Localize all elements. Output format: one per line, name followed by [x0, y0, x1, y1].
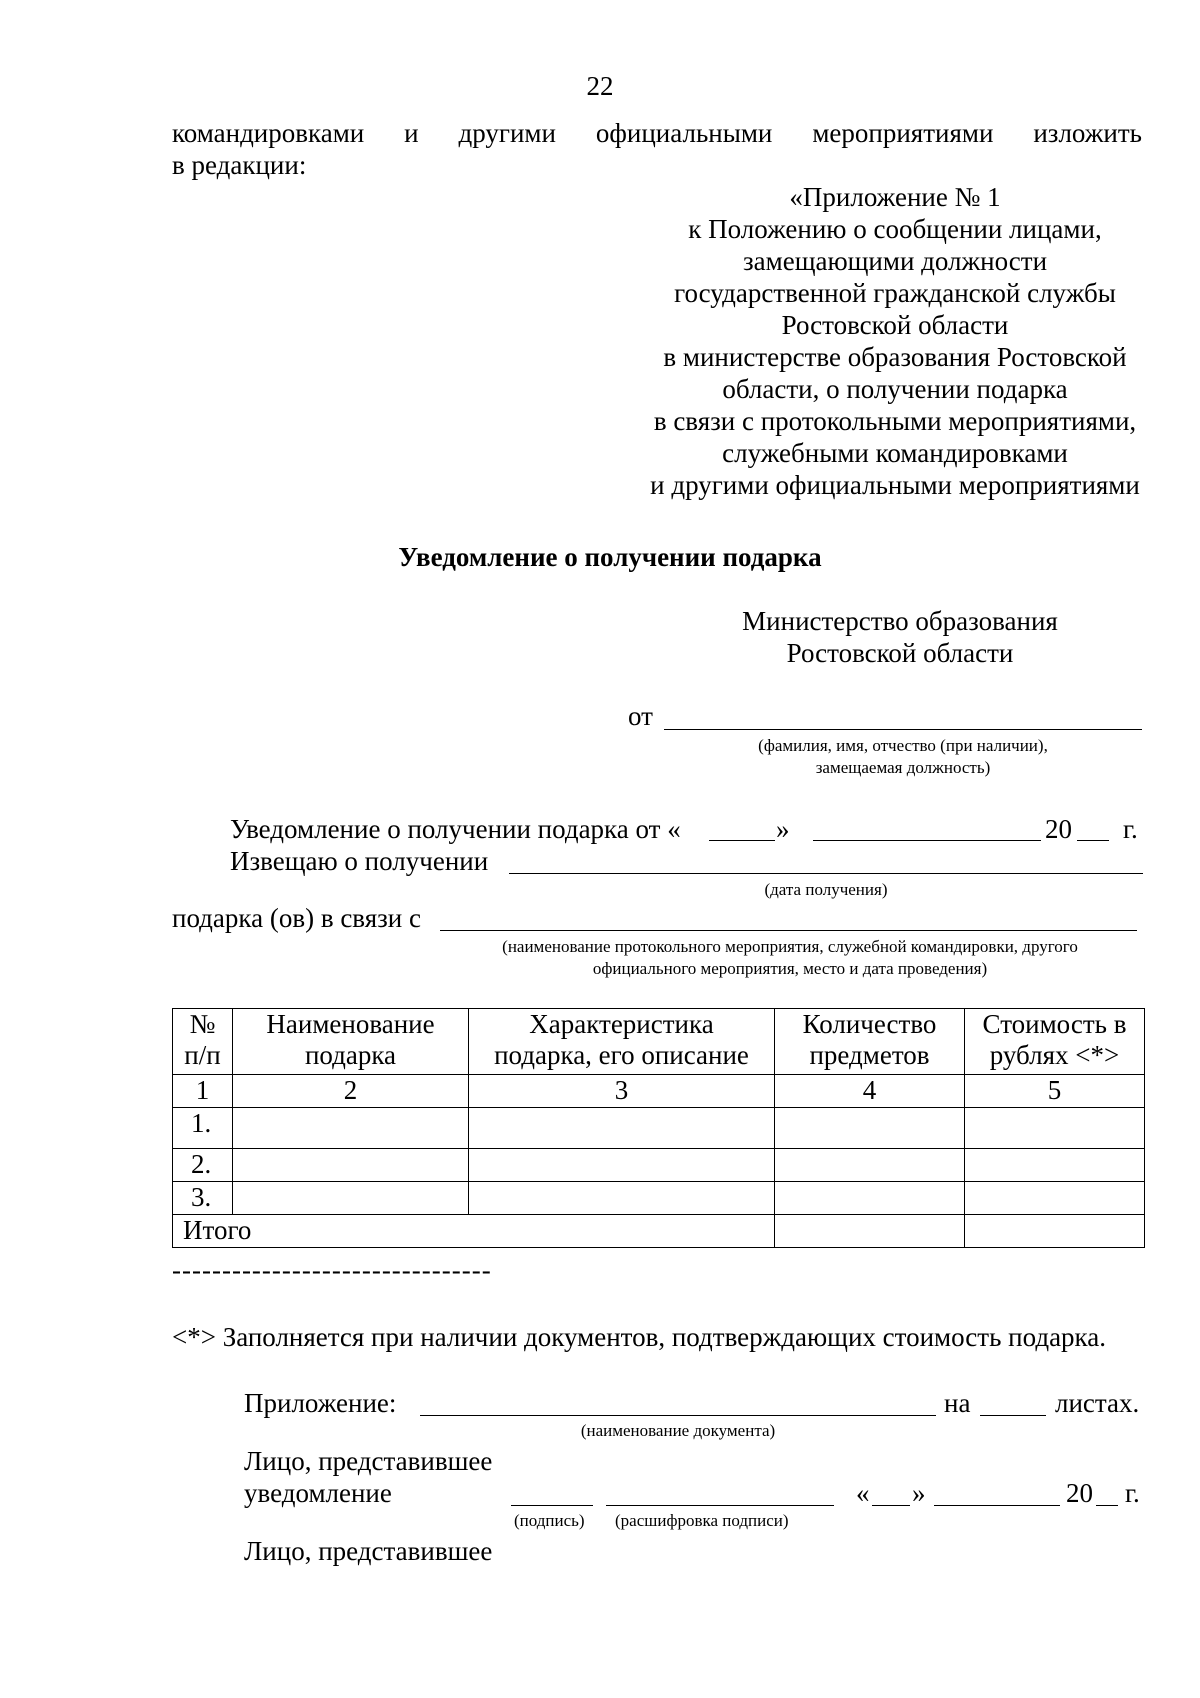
footnote-separator: -------------------------------- — [172, 1255, 492, 1285]
appendix-line: государственной гражданской службы — [674, 278, 1116, 308]
sheets-count-field[interactable] — [980, 1415, 1046, 1416]
receipt-date-hint: (дата получения) — [764, 880, 888, 899]
header-line: п/п — [184, 1040, 221, 1070]
header-line: Характеристика — [529, 1009, 714, 1039]
signer-day-field[interactable] — [872, 1505, 910, 1506]
table-cell[interactable] — [965, 1108, 1145, 1149]
table-row — [173, 1108, 1145, 1149]
from-hint — [664, 735, 1142, 779]
table-cell[interactable] — [233, 1182, 469, 1215]
signer-year-prefix: 20 — [1066, 1478, 1093, 1508]
signer-close-quote: » — [912, 1478, 926, 1508]
colnum-cell: 2 — [233, 1075, 469, 1108]
intro-word: изложить — [1033, 118, 1142, 148]
from-label: от — [628, 701, 653, 731]
appendix-heading — [620, 181, 1170, 501]
table-colnum-row — [173, 1075, 1145, 1108]
addressee — [700, 605, 1100, 669]
header-line: подарка — [304, 1040, 397, 1070]
appendix-line: в связи с протокольными мероприятиями, — [653, 406, 1137, 436]
occasion-hint — [430, 936, 1150, 980]
intro-word: другими — [458, 118, 556, 148]
signature-decode-hint: (расшифровка подписи) — [615, 1511, 789, 1530]
attachment-field[interactable] — [420, 1415, 936, 1416]
header-line: предметов — [809, 1040, 930, 1070]
notice-year-field[interactable] — [1077, 840, 1109, 841]
intro-word: мероприятиями — [812, 118, 994, 148]
gift-table — [172, 1008, 1145, 1248]
table-cell[interactable] — [775, 1215, 965, 1248]
notice-receipt-label: Извещаю о получении — [230, 846, 489, 876]
colnum-cell: 1 — [173, 1075, 233, 1108]
notice-prefix: Уведомление о получении подарка от « — [230, 814, 681, 844]
notice-close-quote: » — [776, 814, 790, 844]
appendix-line: замещающими должности — [742, 246, 1048, 276]
header-line: № — [189, 1009, 216, 1039]
header-gift-description — [469, 1009, 775, 1075]
table-header-row — [173, 1009, 1145, 1075]
intro-word: и — [404, 118, 419, 148]
signature-decode-field[interactable] — [606, 1505, 834, 1506]
signer-year-field[interactable] — [1096, 1505, 1118, 1506]
signature-hint: (подпись) — [514, 1511, 585, 1530]
header-quantity — [775, 1009, 965, 1075]
row-number: 1. — [173, 1108, 233, 1149]
header-line: подарка, его описание — [494, 1040, 749, 1070]
attachment-on: на — [944, 1388, 971, 1418]
from-hint-line: (фамилия, имя, отчество (при наличии), — [758, 736, 1048, 755]
header-line: рублях <*> — [989, 1040, 1120, 1070]
header-number — [173, 1009, 233, 1075]
table-cell[interactable] — [469, 1108, 775, 1149]
from-hint-line: замещаемая должность) — [815, 758, 991, 777]
notice-year-prefix: 20 — [1045, 814, 1072, 844]
receipt-date-field[interactable] — [509, 873, 1143, 874]
colnum-cell: 4 — [775, 1075, 965, 1108]
table-total-row — [173, 1215, 1145, 1248]
signer-year-suffix: г. — [1125, 1478, 1140, 1508]
page-number: 22 — [586, 71, 614, 101]
appendix-line: «Приложение № 1 — [789, 182, 1001, 212]
table-cell[interactable] — [233, 1149, 469, 1182]
colnum-cell: 5 — [965, 1075, 1145, 1108]
signer-month-field[interactable] — [934, 1505, 1060, 1506]
header-line: Количество — [802, 1009, 937, 1039]
notice-occasion-label: подарка (ов) в связи с — [172, 903, 421, 933]
notice-month-field[interactable] — [813, 840, 1041, 841]
intro-line-1 — [172, 117, 1142, 149]
addressee-line: Ростовской области — [786, 638, 1014, 668]
header-line: Стоимость в — [982, 1009, 1127, 1039]
attachment-hint: (наименование документа) — [580, 1421, 776, 1440]
intro-word: командировками — [172, 118, 365, 148]
table-cell[interactable] — [965, 1149, 1145, 1182]
notice-day-field[interactable] — [709, 840, 775, 841]
header-gift-name — [233, 1009, 469, 1075]
header-line: Наименование — [266, 1009, 435, 1039]
signer-line-2: уведомление — [244, 1478, 392, 1508]
table-cell[interactable] — [469, 1182, 775, 1215]
attachment-label: Приложение: — [244, 1388, 397, 1418]
appendix-line: Ростовской области — [781, 310, 1009, 340]
table-cell[interactable] — [233, 1108, 469, 1149]
table-cell[interactable] — [965, 1182, 1145, 1215]
row-number: 2. — [173, 1149, 233, 1182]
document-title: Уведомление о получении подарка — [398, 542, 822, 572]
occasion-hint-line: официального мероприятия, место и дата проведения) — [592, 959, 988, 978]
occasion-field[interactable] — [440, 930, 1137, 931]
second-signer-line-1: Лицо, представившее — [244, 1536, 493, 1566]
table-row — [173, 1149, 1145, 1182]
signer-open-quote: « — [856, 1478, 870, 1508]
header-cost — [965, 1009, 1145, 1075]
appendix-line: к Положению о сообщении лицами, — [688, 214, 1102, 244]
table-cell[interactable] — [775, 1149, 965, 1182]
attachment-sheets: листах. — [1055, 1388, 1140, 1418]
row-number: 3. — [173, 1182, 233, 1215]
appendix-line: в министерстве образования Ростовской — [663, 342, 1127, 372]
total-label: Итого — [173, 1215, 775, 1248]
colnum-cell: 3 — [469, 1075, 775, 1108]
appendix-line: области, о получении подарка — [722, 374, 1068, 404]
signer-line-1: Лицо, представившее — [244, 1446, 493, 1476]
table-cell[interactable] — [965, 1215, 1145, 1248]
footnote: <*> Заполняется при наличии документов, подтверждающих стоимость подарка. — [172, 1322, 1106, 1352]
intro-word: официальными — [595, 118, 773, 148]
appendix-line: служебными командировками — [722, 438, 1068, 468]
table-cell[interactable] — [775, 1182, 965, 1215]
table-row — [173, 1182, 1145, 1215]
table-cell[interactable] — [469, 1149, 775, 1182]
notice-year-suffix: г. — [1123, 814, 1138, 844]
appendix-line: и другими официальными мероприятиями — [650, 470, 1140, 500]
intro-line-2: в редакции: — [172, 150, 307, 180]
table-cell[interactable] — [775, 1108, 965, 1149]
addressee-line: Министерство образования — [742, 606, 1058, 636]
from-field[interactable] — [664, 729, 1142, 730]
occasion-hint-line: (наименование протокольного мероприятия, служебной командировки, другого — [502, 937, 1078, 956]
signature-field[interactable] — [511, 1505, 593, 1506]
